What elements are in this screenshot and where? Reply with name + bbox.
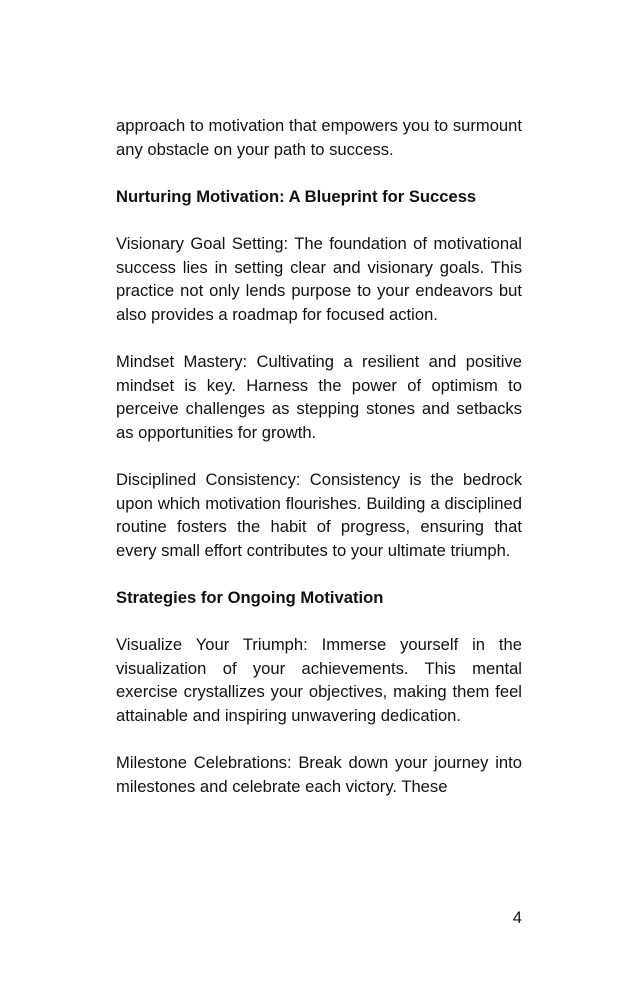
page-number: 4 (512, 908, 522, 927)
paragraph-milestone-celebrations: Milestone Celebrations: Break down your journey into milestones and celebrate each victory. These (116, 753, 522, 796)
paragraph-disciplined-consistency: Disciplined Consistency: Consistency is the bedrock upon which motivation flourishes. Building a disciplined routine fosters the habit of progress, ensuring that every small effort contributes to your ultimate triumph. (116, 469, 522, 560)
section-heading-nurturing-motivation: Nurturing Motivation: A Blueprint for Success (116, 186, 477, 206)
section-heading-ongoing-motivation: Strategies for Ongoing Motivation (116, 587, 384, 607)
paragraph-mindset-mastery: Mindset Mastery: Cultivating a resilient and positive mindset is key. Harness the power of optimism to perceive challenges as stepping stones and setbacks as opportunities for growth. (116, 351, 522, 442)
paragraph-visionary-goal-setting: Visionary Goal Setting: The foundation of motivational success lies in setting clear and visionary goals. This practice not only lends purpose to your endeavors but also provides a roadmap for focused action. (116, 233, 522, 324)
paragraph-visualize-triumph: Visualize Your Triumph: Immerse yourself in the visualization of your achievements. This mental exercise crystallizes your objectives, making them feel attainable and inspiring unwavering dedication. (116, 635, 522, 725)
paragraph-intro-continuation: approach to motivation that empowers you to surmount any obstacle on your path to success. (116, 116, 522, 159)
page-body (116, 114, 522, 822)
